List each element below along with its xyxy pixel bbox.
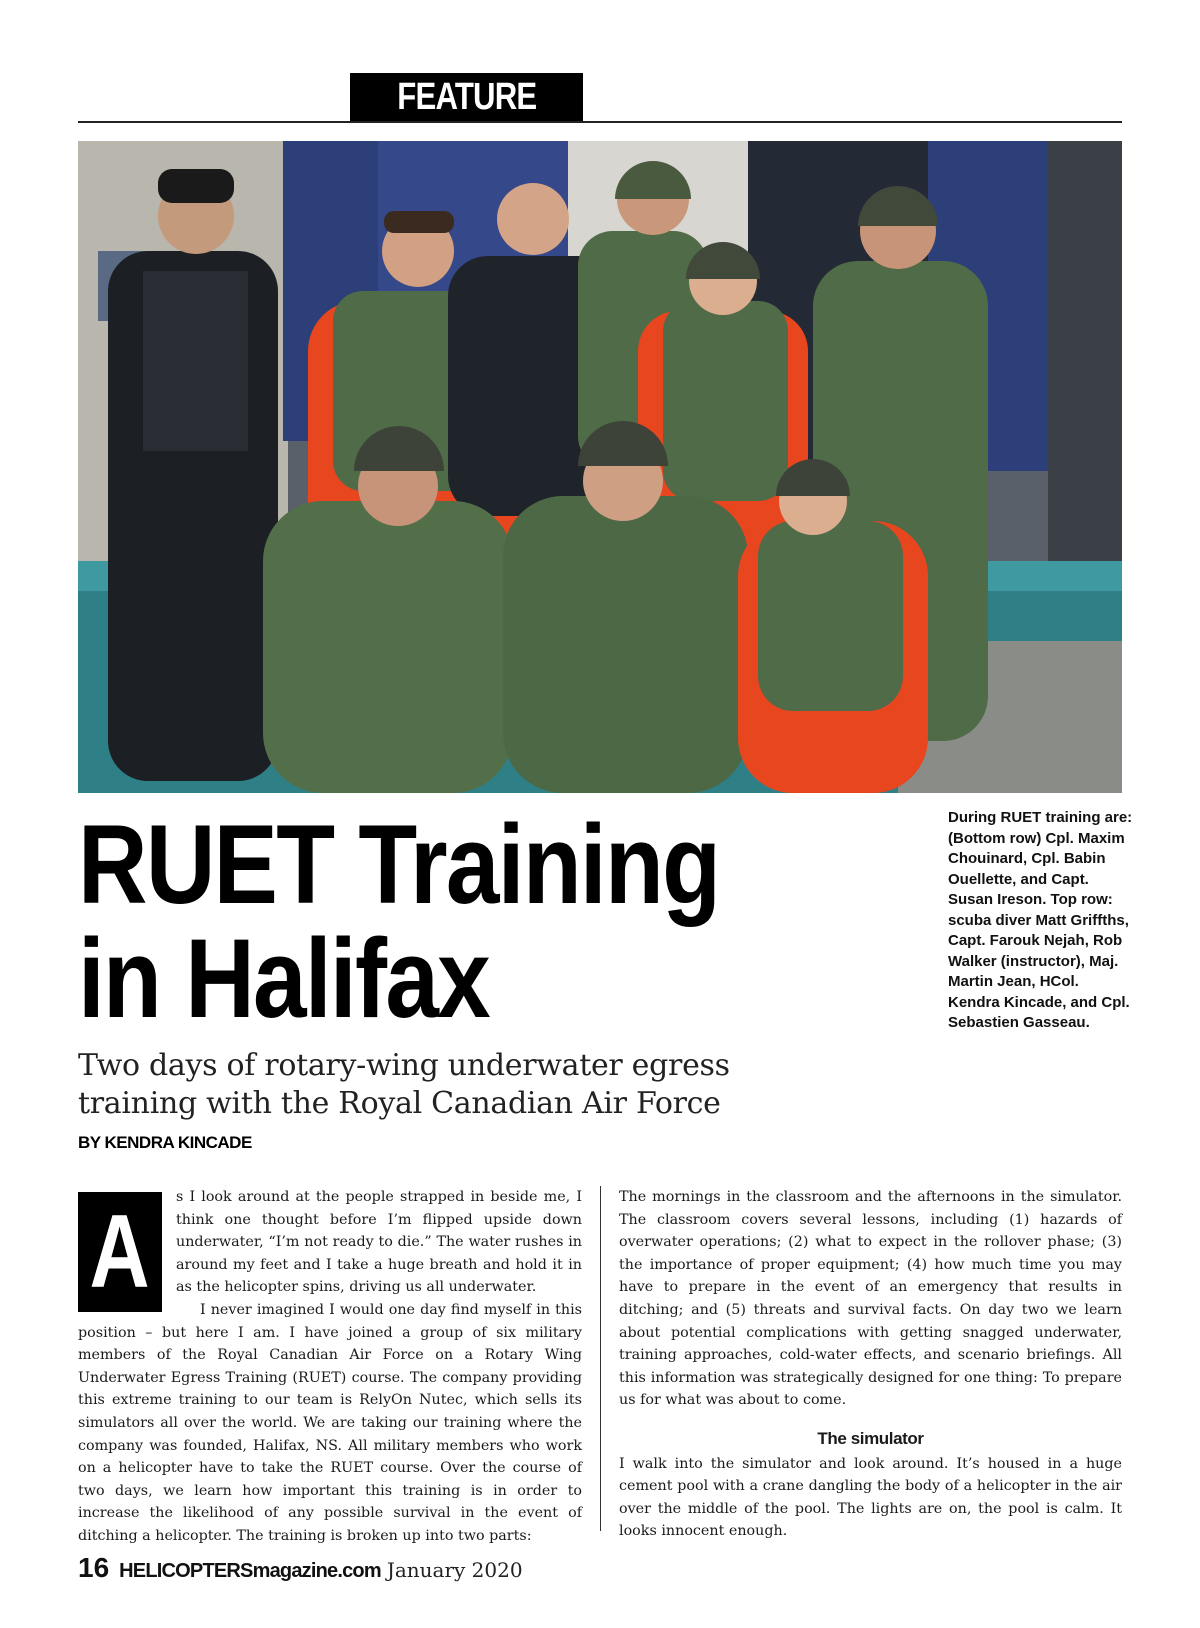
header-rule xyxy=(78,121,1122,123)
section-tab-label: FEATURE xyxy=(396,76,537,118)
column-divider xyxy=(600,1186,601,1531)
article-column-left xyxy=(78,1186,582,1548)
paragraph-1: s I look around at the people strapped in beside me, I think one thought before I’m flipped upside down underwater, “I’m not ready to die.” The water rushes in around my feet and I take a huge breath and hold it in as the helicopter spins, driving us all underwater. xyxy=(176,1189,582,1296)
headline xyxy=(78,802,838,1041)
paragraph-4: I walk into the simulator and look around. It’s housed in a huge cement pool with a crane dangling the body of a helicopter in the air over the middle of the pool. The lights are on, the pool is calm. It looks innocent enough. xyxy=(619,1455,1122,1540)
page-footer xyxy=(78,1552,523,1588)
photo-caption: During RUET training are: (Bottom row) Cpl. Maxim Chouinard, Cpl. Babin Ouellette, and Capt. Susan Ireson. Top row: scuba diver Matt Griffths, Capt. Farouk Nejah, Rob Walker (instructor), Maj. Martin Jean, HCol. Kendra Kincade, and Cpl. Sebastien Gasseau. xyxy=(948,809,1133,1031)
drop-cap-letter: A xyxy=(89,1194,151,1310)
headline-line-1: RUET Training xyxy=(78,802,720,927)
page-number: 16 xyxy=(78,1552,110,1583)
paragraph-3: The mornings in the classroom and the afternoons in the simulator. The classroom covers several lessons, including (1) hazards of overwater operations; (2) what to expect in the rollover phase; (3) the importance of proper equipment; (4) how much time you may have to prepare in the event of an emergency that results in ditching; and (5) threats and survival facts. On day two we learn about potential complications with getting snagged underwater, training approaches, cold-water effects, and scenario briefings. All this information was strategically designed for one thing: To prepare us for what was about to come. xyxy=(619,1189,1122,1409)
paragraph-2: I never imagined I would one day find myself in this position – but here I am. I have joined a group of six military members of the Royal Canadian Air Force on a Rotary Wing Underwater Egress Training (RUET) course. The company providing this extreme training to our team is RelyOn Nutec, which sells its simulators all over the world. We are taking our training where the company was founded, Halifax, NS. All military members who work on a helicopter have to take the RUET course. Over the course of two days, we learn how important this training is in order to increase the likelihood of any possible survival in the event of ditching a helicopter. The training is broken up into two parts: xyxy=(78,1301,582,1544)
drop-cap xyxy=(78,1192,162,1312)
site-name: HELICOPTERSmagazine.com xyxy=(119,1560,381,1582)
subtitle: Two days of rotary-wing underwater egress training with the Royal Canadian Air Force xyxy=(78,1048,730,1121)
group-photo-illustration xyxy=(78,141,1122,793)
section-heading: The simulator xyxy=(817,1428,924,1448)
person-scuba-diver xyxy=(108,169,278,781)
byline: BY KENDRA KINCADE xyxy=(78,1133,252,1152)
section-tab xyxy=(350,73,583,121)
article-column-right xyxy=(619,1186,1122,1543)
headline-line-2: in Halifax xyxy=(78,916,490,1041)
issue-date: January 2020 xyxy=(386,1558,523,1582)
hero-photo xyxy=(78,141,1122,793)
